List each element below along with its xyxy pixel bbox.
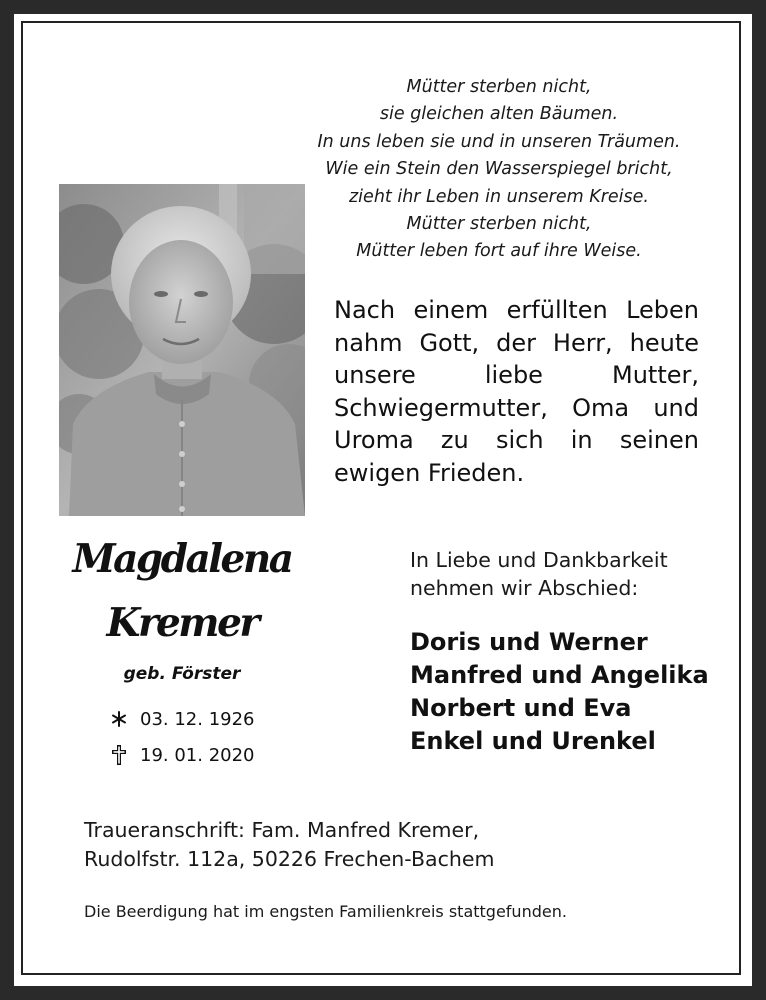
deceased-last-name: Kremer <box>106 600 258 646</box>
farewell-text <box>410 546 668 602</box>
birth-date: 03. 12. 1926 <box>140 708 255 730</box>
poem-line: Wie ein Stein den Wasserspiegel bricht, <box>325 159 673 180</box>
intro-line: unsere liebe Mutter, <box>334 361 699 389</box>
family-member: Manfred und Angelika <box>410 661 709 689</box>
intro-line: ewigen Frieden. <box>334 458 525 487</box>
poem-line: Mütter sterben nicht, <box>406 77 592 97</box>
family-member: Doris und Werner <box>410 628 648 656</box>
intro-line: Nach einem erfüllten Leben <box>334 296 699 324</box>
cross-death-icon <box>110 744 128 766</box>
portrait-photo <box>59 184 305 516</box>
poem-line: Mütter leben fort auf ihre Weise. <box>356 241 642 262</box>
farewell-line: In Liebe und Dankbarkeit <box>410 548 668 572</box>
death-date-row <box>110 744 255 766</box>
portrait-illustration <box>59 184 305 516</box>
family-member: Enkel und Urenkel <box>410 727 656 755</box>
deceased-first-name: Magdalena <box>72 536 292 582</box>
family-member: Norbert und Eva <box>410 694 632 722</box>
farewell-line: nehmen wir Abschied: <box>410 576 639 600</box>
maiden-name: geb. Förster <box>123 664 241 684</box>
poem-line: In uns leben sie und in unseren Träumen. <box>317 131 681 152</box>
address-line: Traueranschrift: Fam. Manfred Kremer, <box>84 818 480 842</box>
intro-line: nahm Gott, der Herr, heute <box>334 328 699 357</box>
intro-text <box>334 294 699 489</box>
asterisk-birth-icon <box>110 708 128 730</box>
mourning-address <box>84 816 494 873</box>
address-line: Rudolfstr. 112a, 50226 Frechen-Bachem <box>84 846 495 871</box>
intro-line: Schwiegermutter, Oma und <box>334 393 699 422</box>
intro-line: Uroma zu sich in seinen <box>334 426 699 454</box>
birth-date-row <box>110 708 255 730</box>
family-list <box>410 626 709 758</box>
death-date: 19. 01. 2020 <box>140 744 255 766</box>
poem-line: Mütter sterben nicht, <box>406 214 592 235</box>
poem-line: zieht ihr Leben in unserem Kreise. <box>349 186 649 207</box>
obituary-page <box>14 14 752 986</box>
burial-note: Die Beerdigung hat im engsten Familienkreis stattgefunden. <box>84 902 567 921</box>
poem-line: sie gleichen alten Bäumen. <box>379 104 619 125</box>
poem <box>284 74 714 266</box>
